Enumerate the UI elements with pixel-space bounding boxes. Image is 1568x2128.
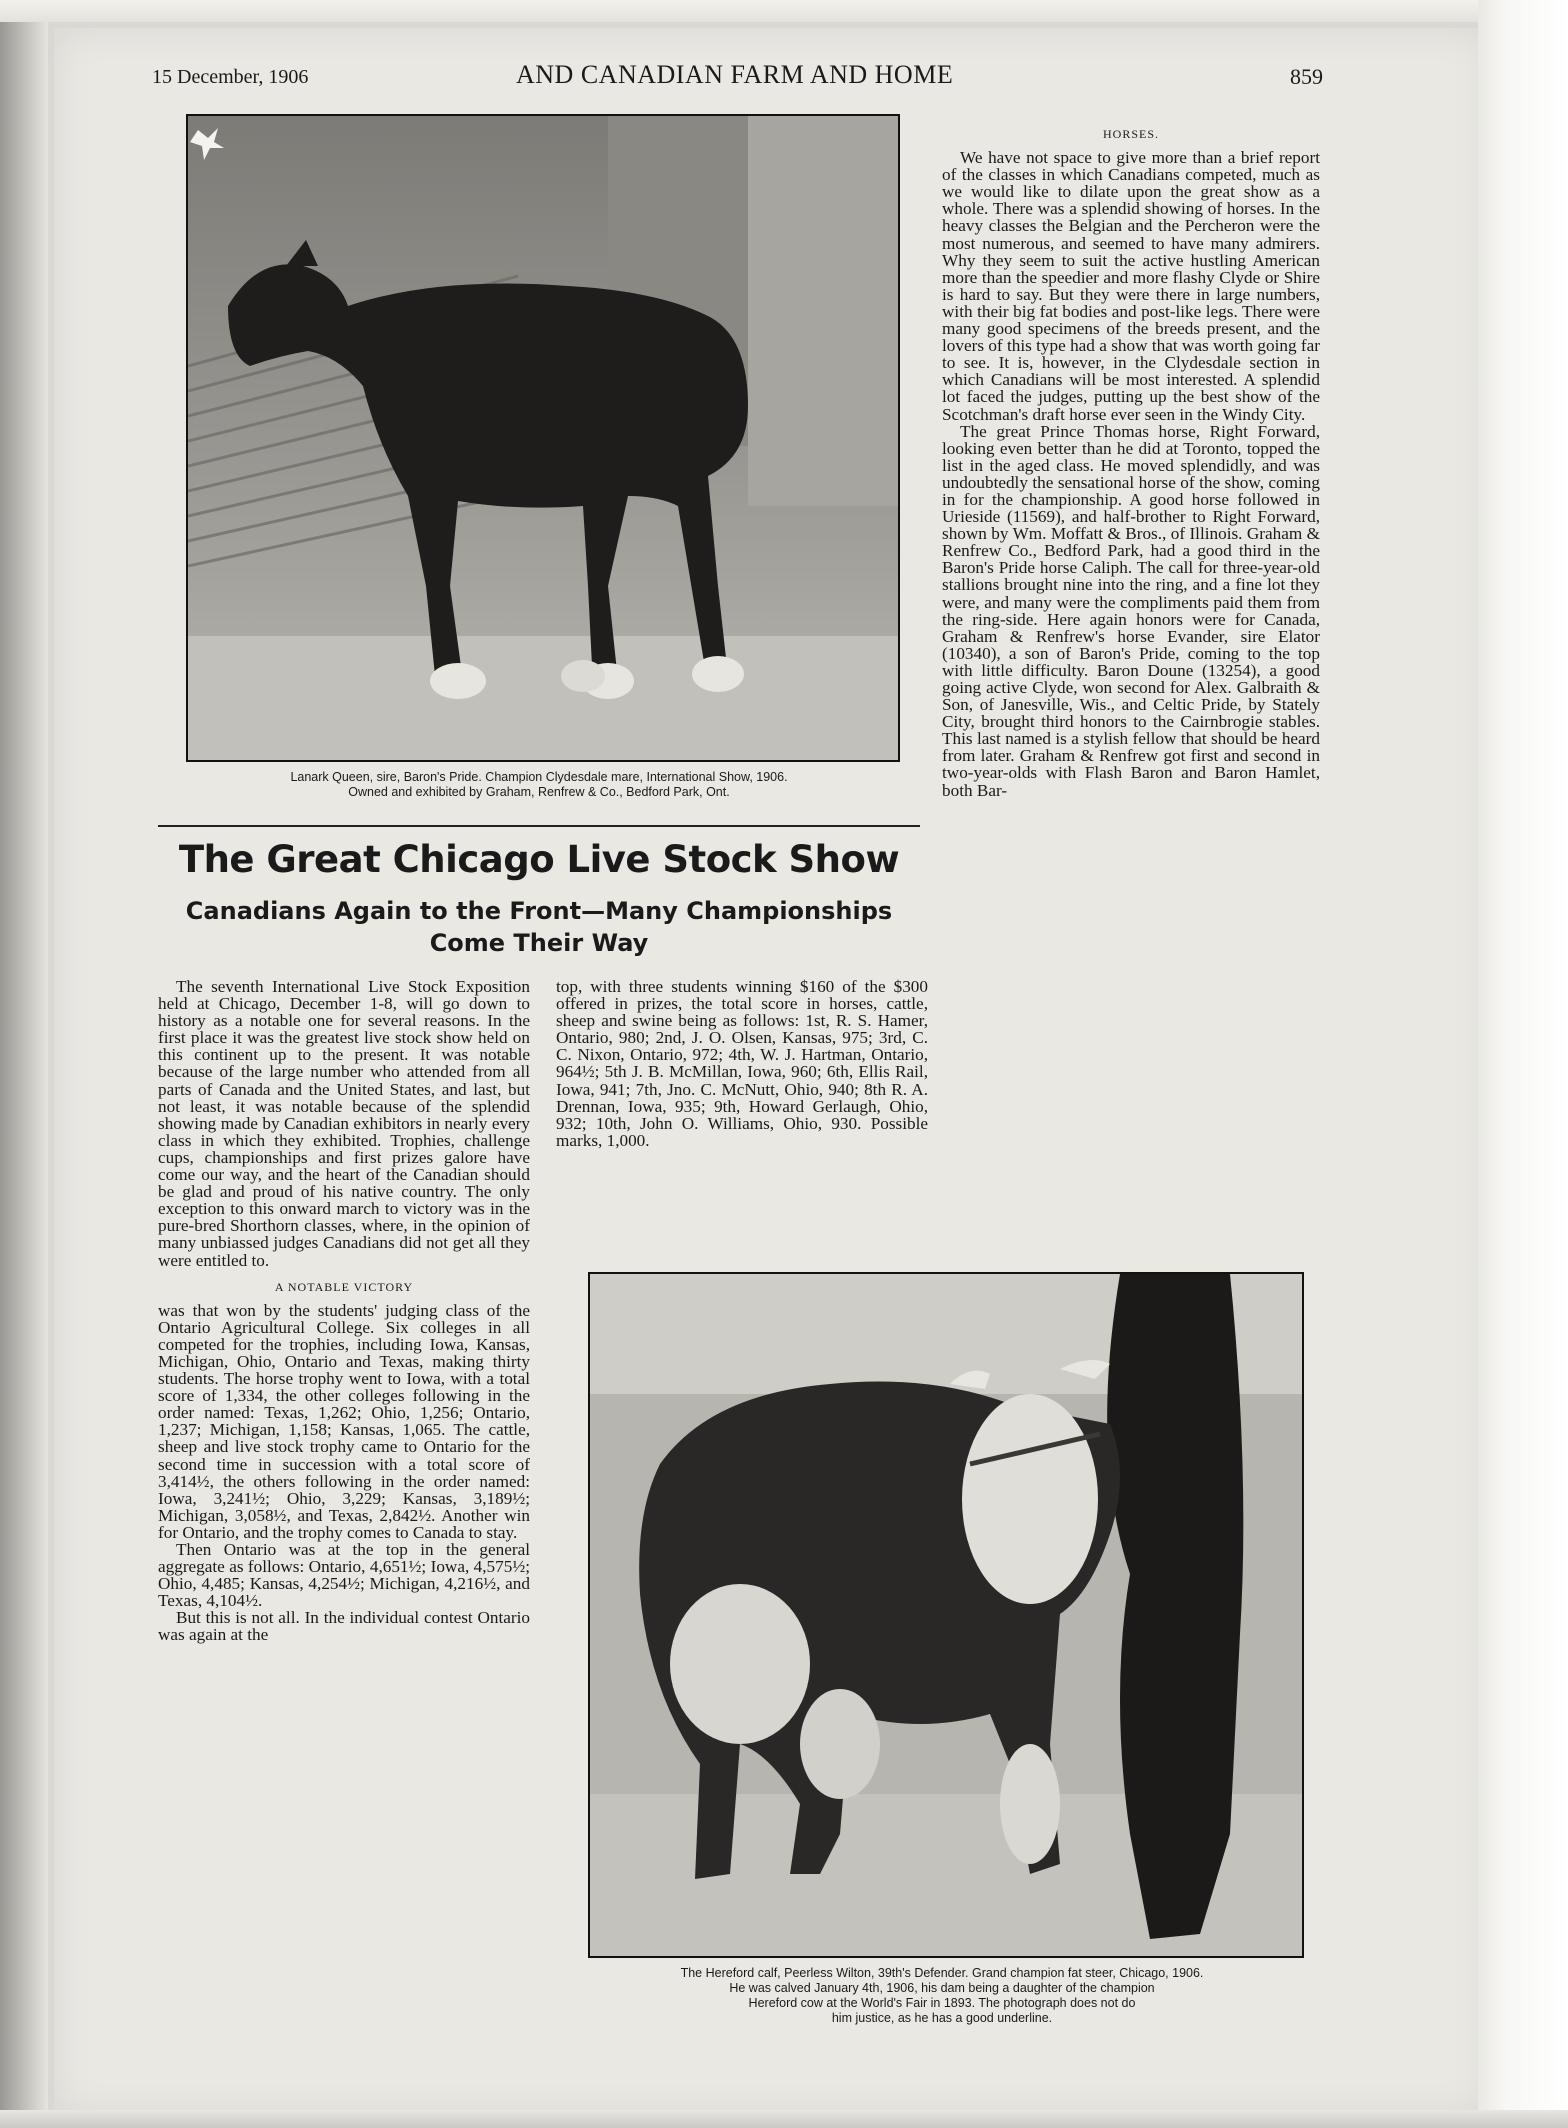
paragraph: We have not space to give more than a brief report of the classes in which Canadians competed, much as we would like to dilate upon the great show as a whole. There was a splendid showing of horses. In the heavy classes the Belgian and the Percheron were the most numerous, and seemed to have many admirers. Why they seem to suit the active hustling American more than the speedier and more flashy Clyde or Shire is hard to say. But they were there in large numbers, with their big fat bodies and post-like legs. There were many good specimens of the breeds present, and the lovers of this type had a show that was worth going far to see. It is, however, in the Clydesdale section in which Canadians will be most interested. A splendid lot faced the judges, putting up the best show of the Scotchman's draft horse ever seen in the Windy City. [942, 148, 1320, 424]
article-column-3 [942, 126, 1320, 799]
paragraph: top, with three students winning $160 of the $300 offered in prizes, the total score in horses, cattle, sheep and swine being as follows: 1st, R. S. Hamer, Ontario, 980; 2nd, J. O. Olsen, Kansas, 975; 3rd, C. C. Nixon, Ontario, 972; 4th, W. J. Hartman, Ontario, 964½; 5th J. B. McMillan, Iowa, 960; 6th, Ellis Rail, Iowa, 941; 7th, Jno. C. McNutt, Ohio, 940; 8th R. A. Drennan, Iowa, 935; 9th, Howard Gerlaugh, Ohio, 932; 10th, John O. Williams, Ohio, 930. Possible marks, 1,000. [556, 977, 928, 1150]
article-subheadline: Canadians Again to the Front—Many Championships Come Their Way [185, 897, 893, 957]
paragraph: The seventh International Live Stock Exposition held at Chicago, December 1-8, will go down to history as a notable one for several reasons. In the first place it was the greatest live stock show held on this continent up to the present. It was notable because of the large number who attended from all parts of Canada and the United States, and last, but not least, it was notable because of the splendid showing made by Canadian exhibitors in nearly every class in which they exhibited. Trophies, challenge cups, championships and first prizes galore have come our way, and the heart of the Canadian should be glad and proud of his native country. The only exception to this onward march to victory was in the pure-bred Shorthorn classes, where, in the opinion of many unbiassed judges Canadians did not get all they were entitled to. [158, 977, 530, 1270]
page-number: 859 [1290, 64, 1323, 89]
calf-caption-line-4: him justice, as he has a good underline. [831, 2011, 1053, 2025]
horse-caption-line-1: Lanark Queen, sire, Baron's Pride. Champion Clydesdale mare, International Show, 1906. [290, 770, 788, 784]
calf-caption-line-2: He was calved January 4th, 1906, his dam being a daughter of the champion [729, 1981, 1155, 1995]
hereford-calf-photo [588, 1272, 1304, 1958]
clydesdale-mare-photo [186, 114, 900, 762]
article-column-2 [556, 978, 928, 1149]
article-column-1 [158, 978, 530, 1644]
paragraph: Then Ontario was at the top in the general aggregate as follows: Ontario, 4,651½; Iowa, 4,575½; Ohio, 4,485; Kansas, 4,254½; Michigan, 4,216½, and Texas, 4,104½. [158, 1540, 530, 1611]
headline-rule [158, 825, 920, 827]
article-headline: The Great Chicago Live Stock Show [178, 838, 900, 881]
calf-caption-line-3: Hereford cow at the World's Fair in 1893. The photograph does not do [748, 1996, 1136, 2010]
section-subhead: A NOTABLE VICTORY [274, 1279, 414, 1294]
calf-photo-caption [562, 1966, 1322, 2026]
section-subhead: HORSES. [1102, 127, 1159, 141]
horse-caption-line-2: Owned and exhibited by Graham, Renfrew & Co., Bedford Park, Ont. [348, 785, 730, 799]
scan-left-margin [0, 0, 48, 2128]
running-title: AND CANADIAN FARM AND HOME [516, 60, 954, 89]
scan-bottom-margin [0, 2110, 1568, 2128]
paragraph: was that won by the students' judging class of the Ontario Agricultural College. Six colleges in all competed for the trophies, including Iowa, Kansas, Michigan, Ohio, Ontario and Texas, making thirty students. The horse trophy went to Iowa, with a total score of 1,334, the other colleges following in the order named: Texas, 1,262; Ohio, 1,256; Ontario, 1,237; Michigan, 1,158; Kansas, 1,065. The cattle, sheep and live stock trophy came to Ontario for the second time in succession with a total score of 3,414½, the others following in the order named: Iowa, 3,241½; Ohio, 3,229; Kansas, 3,189½; Michigan, 3,058½, and Texas, 2,842½. Another win for Ontario, and the trophy comes to Canada to stay. [158, 1300, 530, 1542]
calf-caption-line-1: The Hereford calf, Peerless Wilton, 39th's Defender. Grand champion fat steer, Chicago, 1906. [680, 1966, 1204, 1980]
horse-photo-caption [158, 770, 920, 800]
issue-date: 15 December, 1906 [152, 66, 309, 88]
paragraph: But this is not all. In the individual contest Ontario was again at the [158, 1608, 530, 1645]
scan-right-margin [1478, 0, 1568, 2128]
paragraph: The great Prince Thomas horse, Right Forward, looking even better than he did at Toronto, topped the list in the aged class. He moved splendidly, and was undoubtedly the sensational horse of the show, coming in for the championship. A good horse followed in Urieside (11569), and half-brother to Right Forward, shown by Wm. Moffatt & Bros., of Illinois. Graham & Renfrew Co., Bedford Park, had a good third in the Baron's Pride horse Caliph. The call for three-year-old stallions brought nine into the ring, and a fine lot they were, and many were the compliments paid them from the ring-side. Here again honors were for Canada, Graham & Renfrew's horse Evander, sire Elator (10340), a son of Baron's Pride, coming to the top with little difficulty. Baron Doune (13254), a good going active Clyde, won second for Alex. Galbraith & Son, of Janesville, Wis., and Celtic Pride, by Stately City, brought third honors to the Cairnbrogie stables. This last named is a stylish fellow that should be heard from later. Graham & Renfrew got first and second in two-year-olds with Flash Baron and Baron Hamlet, both Bar- [942, 421, 1320, 800]
scan-top-margin [0, 0, 1568, 22]
